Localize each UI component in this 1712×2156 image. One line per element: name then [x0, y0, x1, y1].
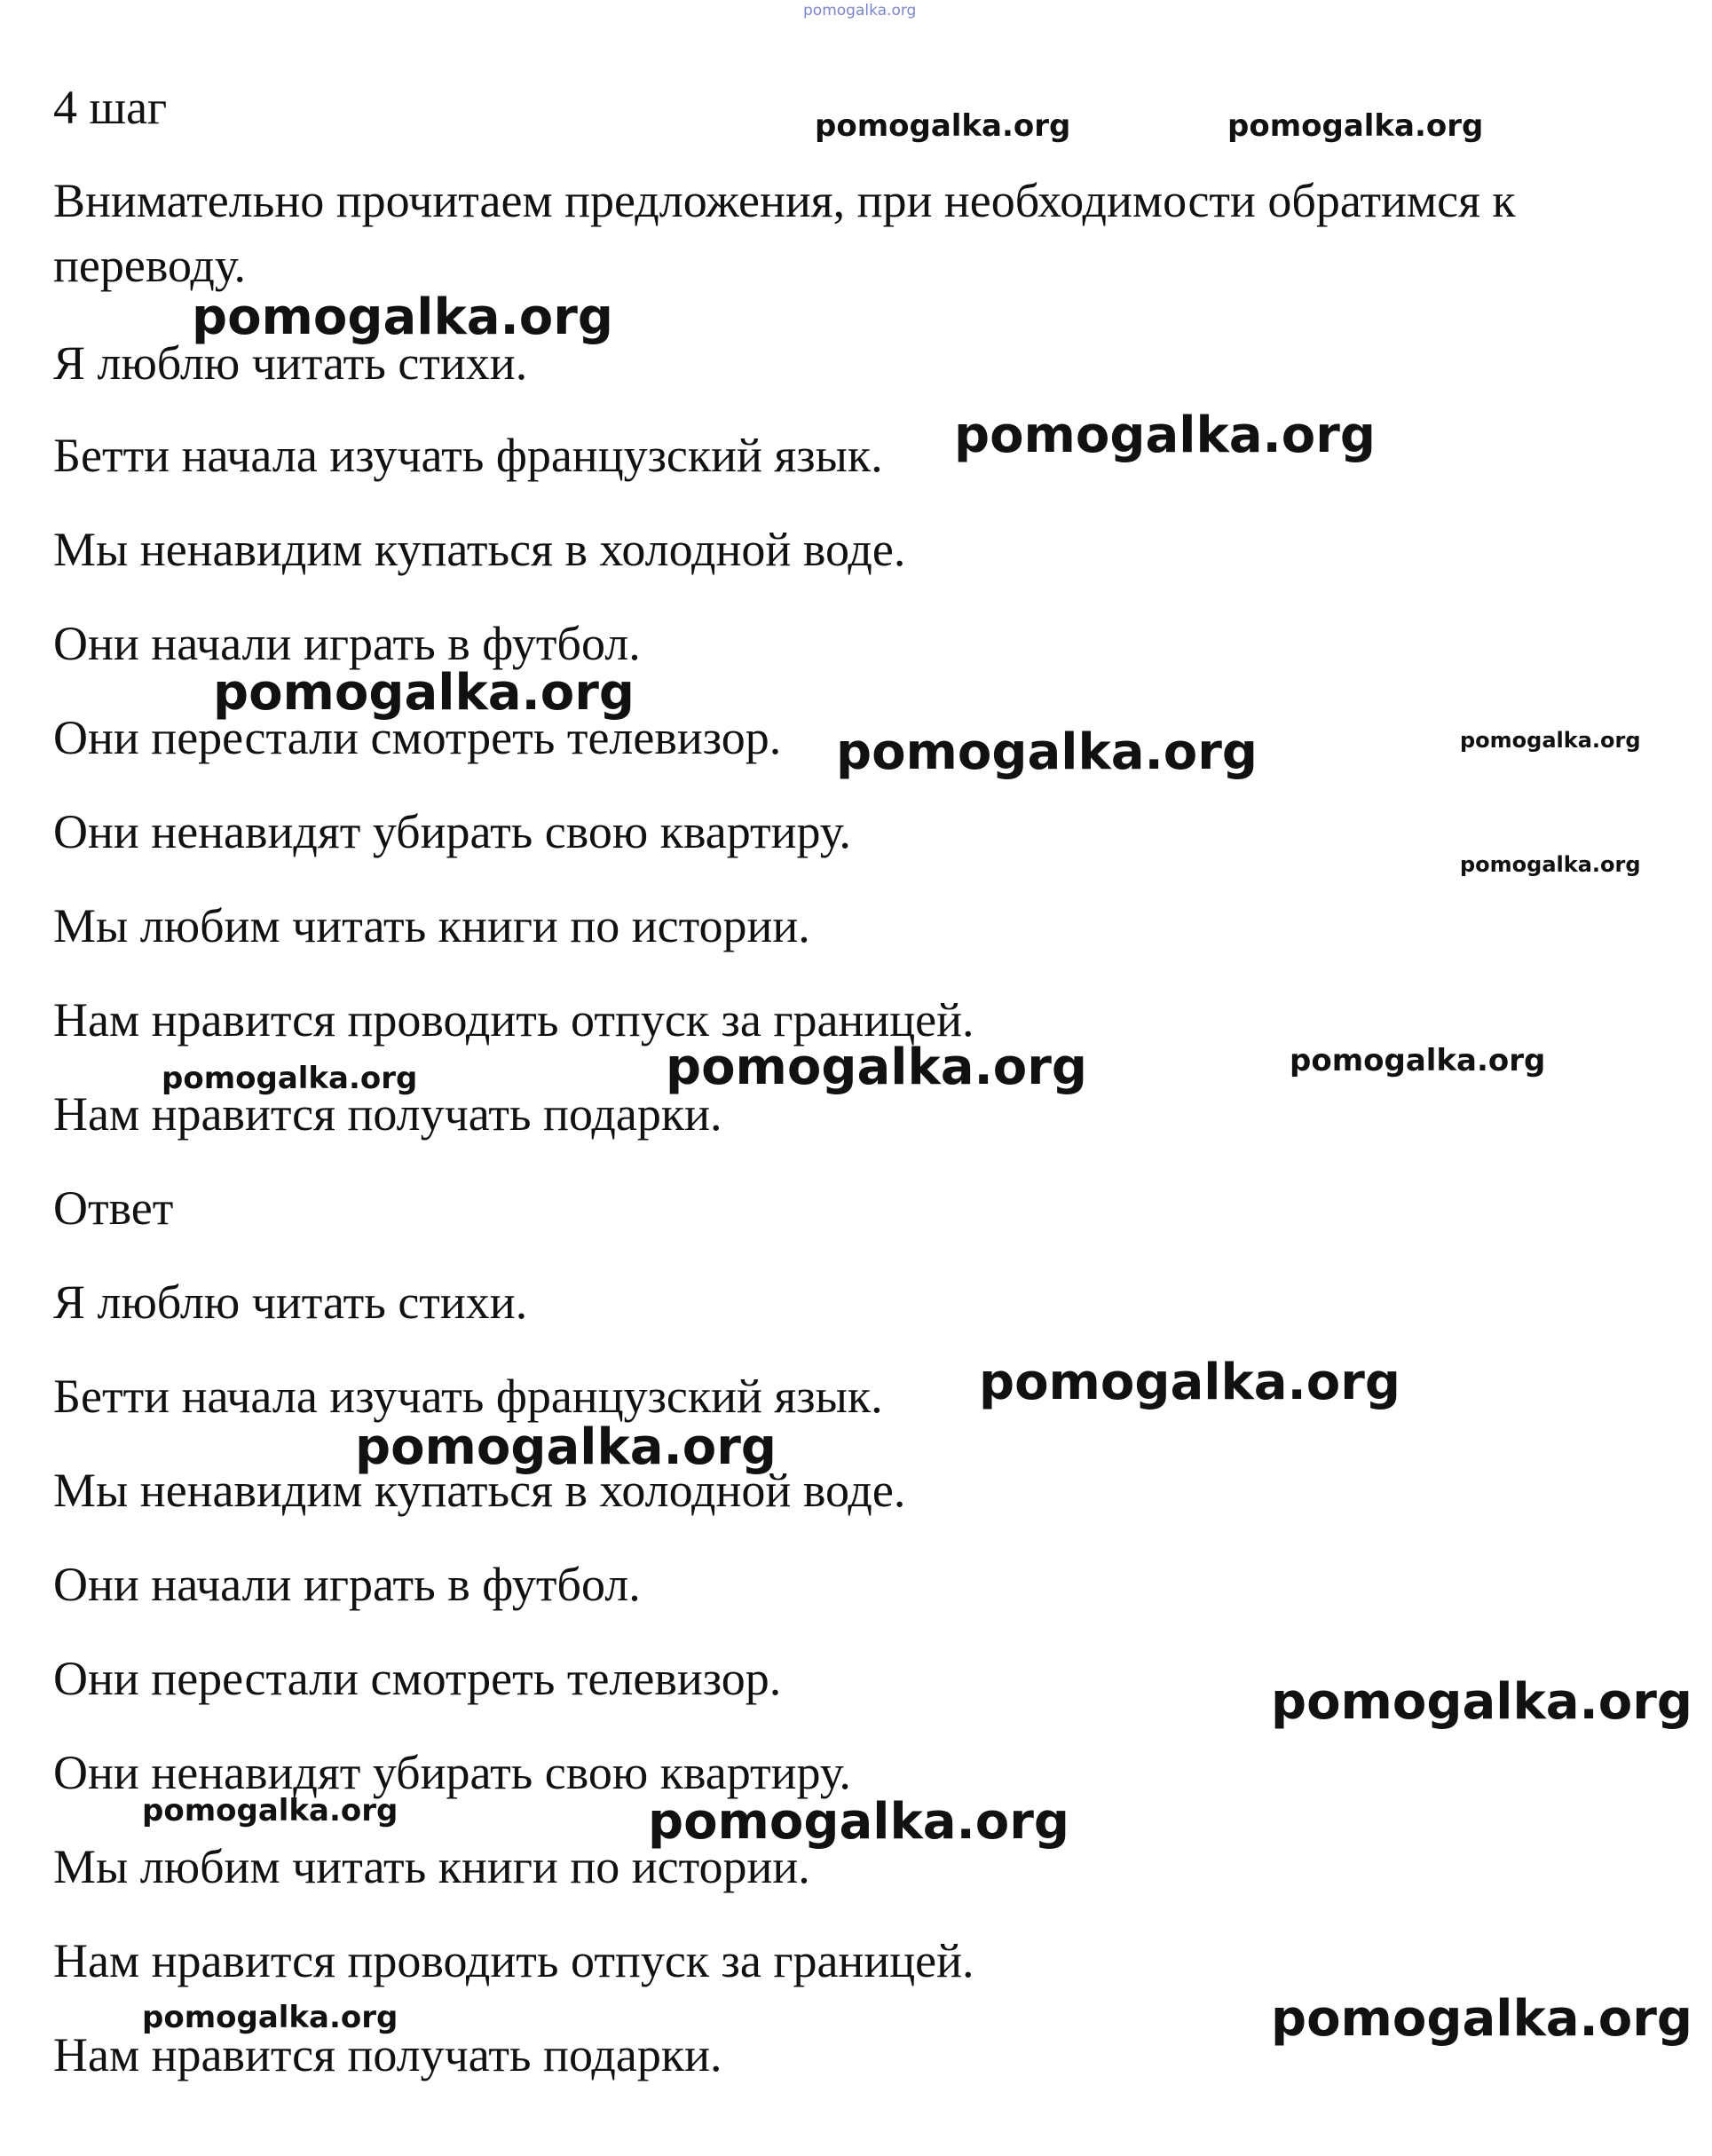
- watermark: pomogalka.org: [954, 407, 1376, 464]
- step-title: 4 шаг: [53, 81, 168, 134]
- answer-sentence: Нам нравится проводить отпуск за границей.: [53, 1934, 974, 1987]
- intro-line-1: Внимательно прочитаем предложения, при необходимости обратимся к: [53, 174, 1516, 227]
- answer-sentence: Бетти начала изучать французский язык.: [53, 1370, 883, 1423]
- intro-line-2: переводу.: [53, 239, 246, 292]
- answer-sentence: Я люблю читать стихи.: [53, 1275, 528, 1329]
- watermark: pomogalka.org: [162, 1061, 418, 1096]
- watermark: pomogalka.org: [1227, 108, 1484, 144]
- answer-sentence: Они начали играть в футбол.: [53, 1558, 641, 1611]
- sentence: Я люблю читать стихи.: [53, 336, 528, 390]
- watermark: pomogalka.org: [836, 723, 1258, 781]
- sentence: Они начали играть в футбол.: [53, 617, 641, 670]
- watermark: pomogalka.org: [1460, 728, 1641, 753]
- watermark: pomogalka.org: [355, 1418, 777, 1476]
- answer-sentence: Они ненавидят убирать свою квартиру.: [53, 1746, 851, 1799]
- watermark: pomogalka.org: [192, 288, 613, 346]
- sentence: Мы ненавидим купаться в холодной воде.: [53, 523, 906, 576]
- watermark: pomogalka.org: [1271, 1673, 1692, 1731]
- watermark: pomogalka.org: [213, 664, 635, 722]
- watermark: pomogalka.org: [142, 2000, 398, 2035]
- sentence: Бетти начала изучать французский язык.: [53, 429, 883, 482]
- watermark: pomogalka.org: [1271, 1990, 1692, 2048]
- answer-sentence: Мы ненавидим купаться в холодной воде.: [53, 1464, 906, 1517]
- top-watermark: pomogalka.org: [803, 2, 917, 20]
- sentence: Они перестали смотреть телевизор.: [53, 711, 782, 764]
- answer-sentence: Мы любим читать книги по истории.: [53, 1840, 810, 1893]
- watermark: pomogalka.org: [815, 108, 1071, 144]
- watermark: pomogalka.org: [666, 1039, 1087, 1096]
- sentence: Мы любим читать книги по истории.: [53, 899, 810, 952]
- sentence: Они ненавидят убирать свою квартиру.: [53, 805, 851, 858]
- answer-sentence: Они перестали смотреть телевизор.: [53, 1652, 782, 1705]
- sentence: Нам нравится проводить отпуск за границей.: [53, 993, 974, 1046]
- sentence: Нам нравится получать подарки.: [53, 1087, 722, 1141]
- watermark: pomogalka.org: [979, 1354, 1400, 1411]
- answer-sentence: Нам нравится получать подарки.: [53, 2028, 722, 2081]
- watermark: pomogalka.org: [1290, 1043, 1546, 1078]
- watermark: pomogalka.org: [648, 1793, 1069, 1851]
- watermark: pomogalka.org: [1460, 852, 1641, 877]
- answer-heading: Ответ: [53, 1181, 174, 1235]
- watermark: pomogalka.org: [142, 1793, 398, 1828]
